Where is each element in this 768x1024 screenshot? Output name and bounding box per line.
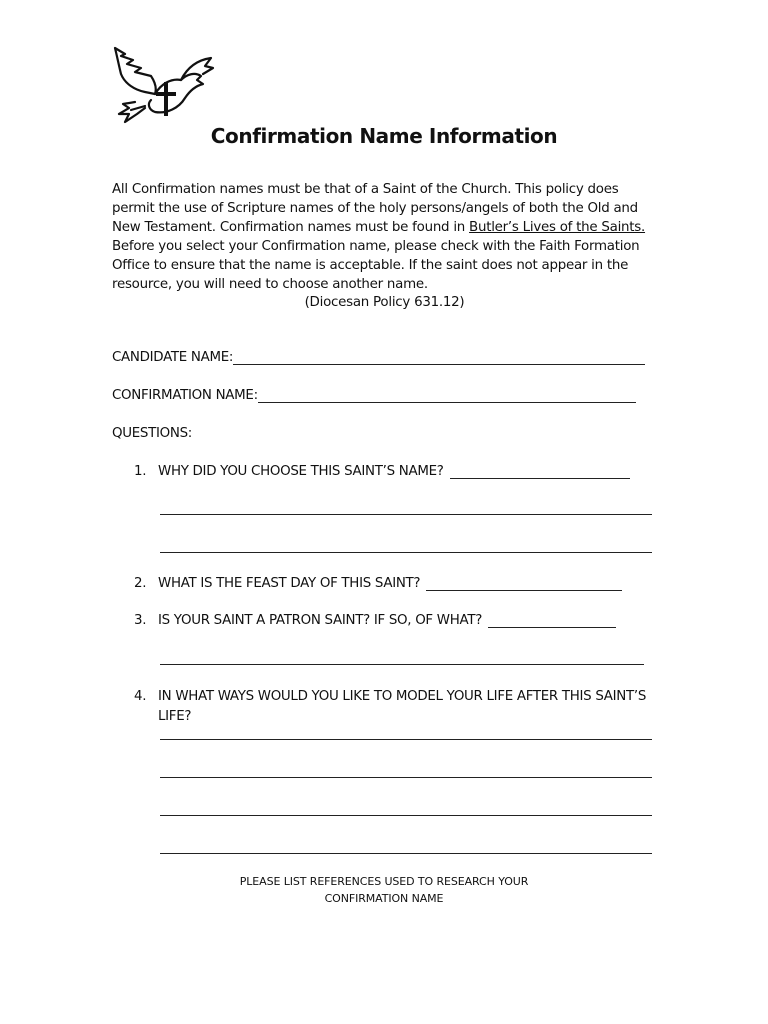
confirmation-name-row: [112, 388, 636, 403]
question-3: [134, 613, 616, 628]
answer-line[interactable]: [160, 777, 652, 778]
references-line-1: PLEASE LIST REFERENCES USED TO RESEARCH YOUR: [239, 875, 529, 888]
question-number: 4.: [134, 689, 147, 704]
intro-paragraph: [112, 180, 657, 294]
questions-label: QUESTIONS:: [112, 426, 192, 441]
confirmation-name-label: CONFIRMATION NAME:: [112, 388, 258, 403]
dove-cross-logo: [111, 44, 217, 126]
question-text: WHY DID YOU CHOOSE THIS SAINT’S NAME?: [158, 464, 444, 479]
references-line-2: CONFIRMATION NAME: [324, 892, 444, 905]
confirmation-name-line[interactable]: [258, 390, 636, 403]
question-text: IN WHAT WAYS WOULD YOU LIKE TO MODEL YOUR LIFE AFTER THIS SAINT’S LIFE?: [158, 689, 647, 724]
candidate-name-row: [112, 350, 645, 365]
questions-heading: [112, 426, 192, 441]
intro-text-part2: Before you select your Confirmation name, please check with the Faith Formation Office to ensure that the name is acceptable. If the saint does not appear in the resource, you will need to choose another name.: [112, 239, 640, 292]
question-number: 2.: [134, 576, 147, 591]
answer-line[interactable]: [160, 853, 652, 854]
candidate-name-label: CANDIDATE NAME:: [112, 350, 234, 365]
answer-line[interactable]: [160, 514, 652, 515]
question-number: 3.: [134, 613, 147, 628]
question-4: [134, 687, 654, 727]
question-text: IS YOUR SAINT A PATRON SAINT? IF SO, OF WHAT?: [158, 613, 483, 628]
book-title: Butler’s Lives of the Saints.: [469, 220, 646, 235]
page-title: Confirmation Name Information: [210, 124, 558, 148]
answer-line[interactable]: [450, 466, 630, 479]
answer-line[interactable]: [160, 739, 652, 740]
answer-line[interactable]: [160, 552, 652, 553]
intro-text-part1: All Confirmation names must be that of a Saint of the Church. This policy does permit the use of Scripture names of the holy persons/angels of both the Old and New Testament. Confirmation names must be found in: [112, 182, 638, 235]
answer-line[interactable]: [160, 664, 644, 665]
references-instruction: [0, 873, 768, 907]
answer-line[interactable]: [488, 615, 616, 628]
question-1: [134, 464, 630, 479]
candidate-name-line[interactable]: [233, 352, 645, 365]
policy-reference: (Diocesan Policy 631.12): [304, 295, 465, 310]
question-2: [134, 576, 622, 591]
question-number: 1.: [134, 464, 147, 479]
question-text: WHAT IS THE FEAST DAY OF THIS SAINT?: [158, 576, 421, 591]
answer-line[interactable]: [426, 578, 622, 591]
answer-line[interactable]: [160, 815, 652, 816]
